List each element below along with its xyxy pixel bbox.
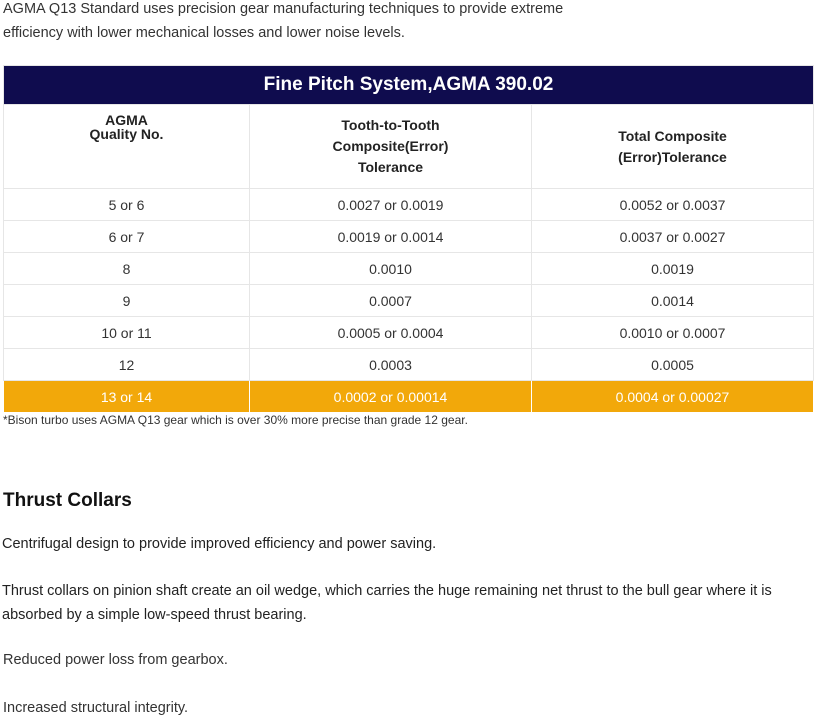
section-heading-thrust-collars: Thrust Collars bbox=[3, 490, 132, 511]
table-row bbox=[4, 285, 814, 317]
header-tooth-to-tooth bbox=[250, 105, 532, 189]
cell-tooth-to-tooth: 0.0005 or 0.0004 bbox=[250, 317, 532, 349]
cell-total-composite: 0.0037 or 0.0027 bbox=[532, 221, 814, 253]
table-row bbox=[4, 317, 814, 349]
table-row bbox=[4, 349, 814, 381]
table-row bbox=[4, 253, 814, 285]
table-footnote: *Bison turbo uses AGMA Q13 gear which is over 30% more precise than grade 12 gear. bbox=[3, 413, 468, 427]
header-t2t-line2: Composite(Error) bbox=[332, 138, 449, 154]
cell-tooth-to-tooth: 0.0003 bbox=[250, 349, 532, 381]
cell-quality: 12 bbox=[4, 349, 250, 381]
header-t2t-line1: Tooth-to-Tooth bbox=[341, 117, 440, 133]
cell-tooth-to-tooth: 0.0027 or 0.0019 bbox=[250, 189, 532, 221]
cell-quality: 10 or 11 bbox=[4, 317, 250, 349]
intro-line-2: efficiency with lower mechanical losses and lower noise levels. bbox=[3, 25, 405, 41]
table-header-row bbox=[4, 105, 814, 189]
cell-total-composite: 0.0010 or 0.0007 bbox=[532, 317, 814, 349]
table-row-highlighted bbox=[4, 381, 814, 413]
cell-tooth-to-tooth: 0.0010 bbox=[250, 253, 532, 285]
cell-total-composite: 0.0004 or 0.00027 bbox=[532, 381, 814, 413]
cell-quality: 13 or 14 bbox=[4, 381, 250, 413]
header-quality-line2: Quality No. bbox=[89, 126, 164, 142]
cell-tooth-to-tooth: 0.0002 or 0.00014 bbox=[250, 381, 532, 413]
header-total-line1: Total Composite bbox=[618, 127, 727, 144]
cell-total-composite: 0.0014 bbox=[532, 285, 814, 317]
cell-tooth-to-tooth: 0.0007 bbox=[250, 285, 532, 317]
header-t2t-line3: Tolerance bbox=[357, 159, 424, 175]
thrust-paragraph-2: Thrust collars on pinion shaft create an oil wedge, which carries the huge remaining net thrust to the bull gear where it is absorbed by a simple low-speed thrust bearing. bbox=[2, 583, 772, 623]
cell-total-composite: 0.0005 bbox=[532, 349, 814, 381]
table-row bbox=[4, 189, 814, 221]
fine-pitch-table bbox=[3, 65, 814, 413]
cell-total-composite: 0.0019 bbox=[532, 253, 814, 285]
cell-quality: 6 or 7 bbox=[4, 221, 250, 253]
table-title: Fine Pitch System,AGMA 390.02 bbox=[4, 66, 814, 105]
header-total-line2: (Error)Tolerance bbox=[618, 148, 727, 165]
header-quality-line1: AGMA bbox=[105, 112, 148, 128]
table-row bbox=[4, 221, 814, 253]
header-quality bbox=[4, 105, 250, 189]
thrust-paragraph-1: Centrifugal design to provide improved efficiency and power saving. bbox=[2, 536, 437, 552]
thrust-paragraph-3: Reduced power loss from gearbox. bbox=[3, 652, 228, 668]
thrust-paragraph-4: Increased structural integrity. bbox=[3, 700, 189, 716]
intro-paragraph bbox=[3, 0, 588, 69]
cell-tooth-to-tooth: 0.0019 or 0.0014 bbox=[250, 221, 532, 253]
intro-line-1: AGMA Q13 Standard uses precision gear manufacturing techniques to provide extreme bbox=[3, 1, 564, 17]
cell-quality: 8 bbox=[4, 253, 250, 285]
cell-quality: 9 bbox=[4, 285, 250, 317]
cell-quality: 5 or 6 bbox=[4, 189, 250, 221]
cell-total-composite: 0.0052 or 0.0037 bbox=[532, 189, 814, 221]
table-title-row bbox=[4, 66, 814, 105]
header-total-composite bbox=[532, 105, 814, 189]
